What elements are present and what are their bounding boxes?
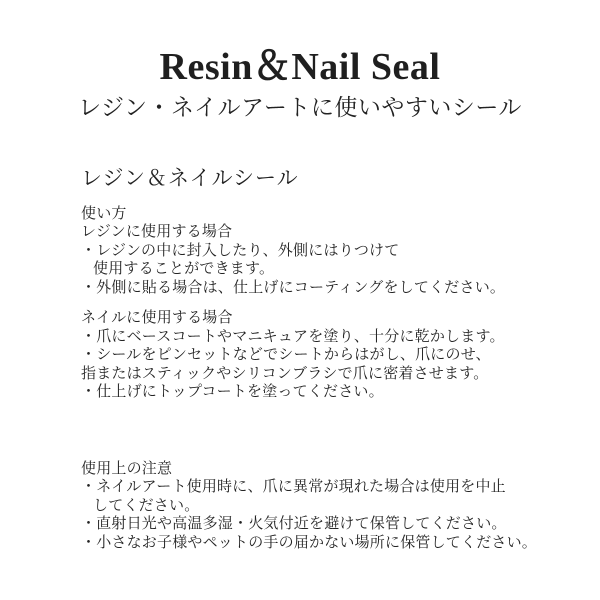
usage-heading: 使い方 [81, 204, 127, 222]
nail-subheading: ネイルに使用する場合 [81, 309, 233, 326]
instruction-line: ・仕上げにトップコートを塗ってください。 [81, 383, 384, 400]
usage-resin-block [81, 223, 560, 297]
page-title: Resin＆Nail Seal [159, 46, 441, 88]
instruction-line: ・爪にベースコートやマニキュアを塗り、十分に乾かします。 [81, 327, 505, 345]
instruction-line: ・シールをピンセットなどでシートからはがし、爪にのせ、 [81, 346, 491, 363]
instruction-line: ・レジンの中に封入したり、外側にはりつけて [81, 241, 400, 259]
usage-section [81, 205, 560, 402]
body-copy [0, 122, 600, 553]
caution-heading: 使用上の注意 [81, 459, 173, 477]
product-name: レジン＆ネイルシール [81, 166, 299, 190]
caution-line: ・ネイルアート使用時に、爪に異常が現れた場合は使用を中止 [81, 478, 506, 495]
instruction-line: ・外側に貼る場合は、仕上げにコーティングをしてください。 [81, 278, 506, 296]
page-subtitle: レジン・ネイルアートに使いやすいシール [78, 93, 522, 120]
caution-line: ・直射日光や高温多湿・火気付近を避けて保管してください。 [81, 515, 507, 532]
caution-section [81, 460, 560, 553]
instruction-line: 指またはスティックやシリコンブラシで爪に密着させます。 [81, 364, 489, 382]
header [0, 0, 600, 122]
resin-subheading: レジンに使用する場合 [81, 223, 233, 240]
usage-nail-block [81, 309, 560, 402]
caution-line: してください。 [93, 496, 200, 514]
caution-line: ・小さなお子様やペットの手の届かない場所に保管してください。 [81, 533, 538, 551]
instruction-line: 使用することができます。 [93, 260, 275, 277]
